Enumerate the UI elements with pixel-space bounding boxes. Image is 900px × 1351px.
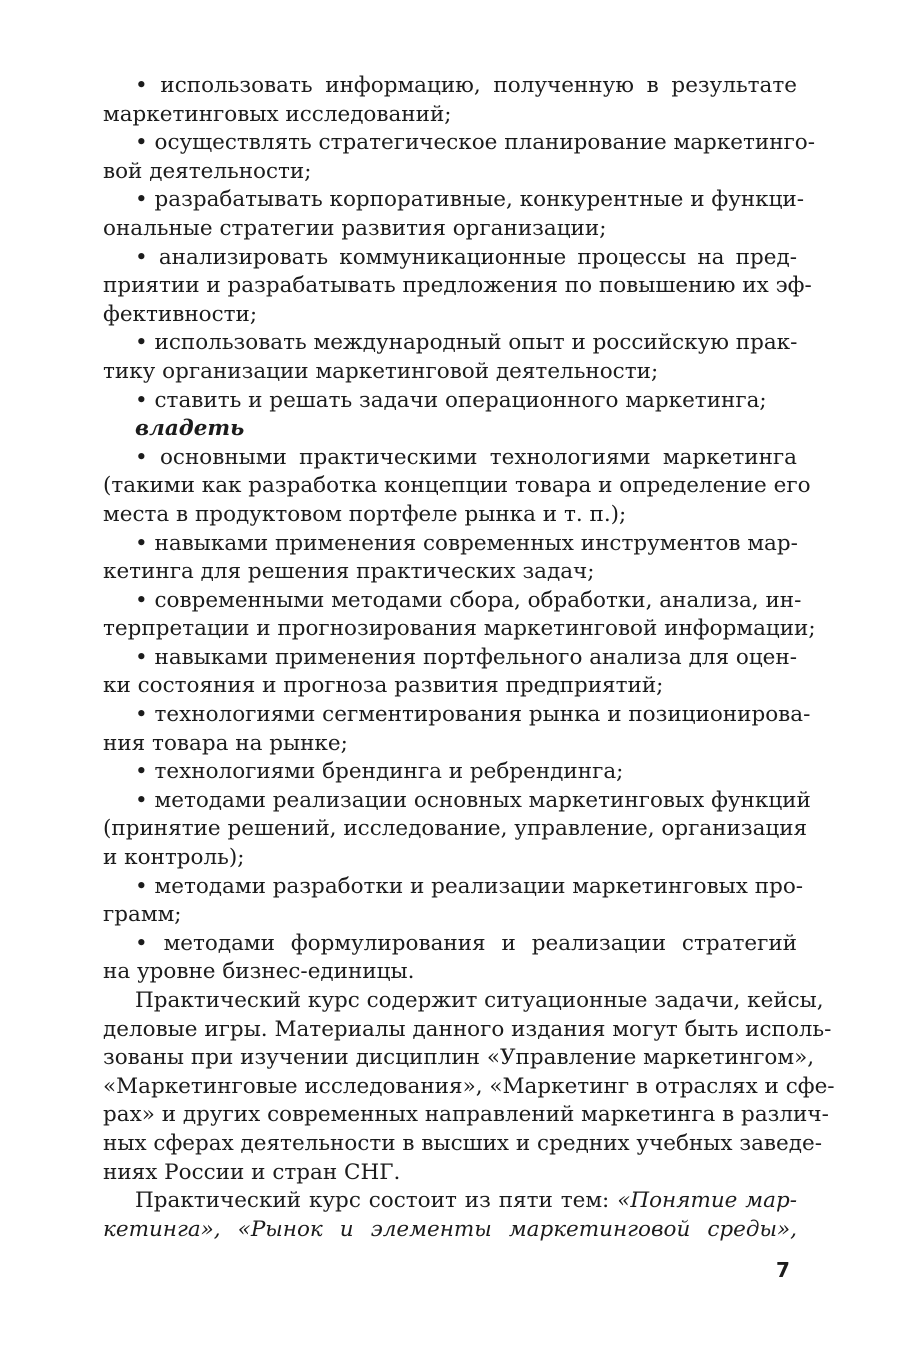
text-line	[103, 444, 797, 473]
text-line	[103, 958, 797, 987]
page-number: 7	[776, 1258, 790, 1282]
text-line	[103, 72, 797, 101]
text-line	[103, 101, 797, 130]
line-text: маркетинговых исследований;	[103, 101, 452, 127]
text-line	[103, 1101, 829, 1130]
line-text: ки состояния и прогноза развития предприятий;	[103, 673, 664, 699]
text-line	[103, 530, 797, 559]
italic-text: «Понятие мар-	[617, 1188, 797, 1214]
text-line	[103, 644, 797, 673]
text-line	[103, 730, 797, 759]
text-line	[103, 787, 811, 816]
line-text: места в продуктовом портфеле рынка и т. п.);	[103, 501, 627, 527]
text-line	[103, 215, 797, 244]
line-text: фективности;	[103, 301, 258, 327]
text-line	[103, 272, 812, 301]
text-line	[103, 844, 797, 873]
line-text: • методами формулирования и реализации стратегий	[135, 930, 797, 956]
line-text: • навыками применения современных инструментов мар-	[135, 530, 798, 556]
line-text: кетинга для решения практических задач;	[103, 559, 595, 585]
text-line	[103, 186, 805, 215]
text-line	[103, 558, 797, 587]
line-text: рах» и других современных направлений маркетинга в различ-	[103, 1102, 829, 1128]
line-text: деловые игры. Материалы данного издания могут быть исполь-	[103, 1016, 832, 1042]
line-text: • методами реализации основных маркетинговых функций	[135, 787, 811, 813]
line-text: владеть	[135, 416, 245, 442]
text-line	[103, 873, 804, 902]
text-line	[103, 1044, 815, 1073]
text-line	[103, 158, 797, 187]
text-line	[103, 129, 816, 158]
line-text: • методами разработки и реализации маркетинговых про-	[135, 873, 804, 899]
line-text: тику организации маркетинговой деятельности;	[103, 358, 659, 384]
text-line	[103, 1130, 822, 1159]
text-line	[103, 329, 797, 358]
line-text: • технологиями сегментирования рынка и позиционирова-	[135, 702, 811, 728]
line-text: Практический курс содержит ситуационные задачи, кейсы,	[135, 988, 824, 1013]
line-text: приятии и разрабатывать предложения по повышению их эф-	[103, 273, 812, 299]
line-text: ния товара на рынке;	[103, 730, 348, 756]
line-text: • современными методами сбора, обработки, анализа, ин-	[135, 587, 802, 613]
text-line	[103, 1159, 797, 1188]
line-text: терпретации и прогнозирования маркетинговой информации;	[103, 616, 816, 642]
line-text: • технологиями брендинга и ребрендинга;	[135, 759, 624, 785]
line-text: на уровне бизнес-единицы.	[103, 959, 415, 985]
line-text: • анализировать коммуникационные процессы на пред-	[135, 244, 797, 270]
line-text: ниях России и стран СНГ.	[103, 1159, 401, 1185]
line-text: (принятие решений, исследование, управление, организация	[103, 816, 808, 842]
text-line	[103, 501, 797, 530]
line-text: • использовать международный опыт и российскую прак-	[135, 330, 798, 356]
line-text: • ставить и решать задачи операционного маркетинга;	[135, 387, 767, 413]
text-line	[103, 1073, 835, 1102]
text-line	[103, 358, 797, 387]
line-text: • осуществлять стратегическое планирование маркетинго-	[135, 130, 816, 156]
text-line	[103, 987, 824, 1016]
text-line	[103, 901, 797, 930]
line-text: ных сферах деятельности в высших и средних учебных заведе-	[103, 1130, 822, 1156]
line-text: • использовать информацию, полученную в результате	[135, 73, 797, 98]
text-line	[103, 701, 811, 730]
text-line	[103, 1216, 797, 1245]
text-line	[103, 587, 802, 616]
line-text: грамм;	[103, 902, 182, 928]
text-line	[103, 244, 797, 273]
line-text: вой деятельности;	[103, 158, 312, 184]
text-line	[103, 758, 797, 787]
line-text: Практический курс состоит из пяти тем:	[135, 1188, 618, 1214]
text-line	[103, 672, 797, 701]
line-text: • навыками применения портфельного анализа для оцен-	[135, 644, 797, 670]
italic-text: кетинга», «Рынок и элементы маркетинговой среды»,	[103, 1216, 797, 1242]
section-heading	[103, 415, 797, 444]
line-text: зованы при изучении дисциплин «Управление маркетингом»,	[103, 1045, 815, 1071]
text-line	[103, 472, 811, 501]
line-text: и контроль);	[103, 845, 245, 871]
text-line	[103, 1016, 832, 1045]
line-text: «Маркетинговые исследования», «Маркетинг в отраслях и сфе-	[103, 1073, 835, 1099]
text-line	[103, 815, 808, 844]
line-text: • основными практическими технологиями маркетинга	[135, 444, 797, 470]
line-text: (такими как разработка концепции товара и определение его	[103, 473, 811, 499]
line-text: • разрабатывать корпоративные, конкурентные и функци-	[135, 187, 805, 213]
text-line	[103, 930, 797, 959]
line-text: ональные стратегии развития организации;	[103, 215, 607, 241]
text-line	[103, 387, 797, 416]
text-line	[103, 615, 816, 644]
text-line	[103, 301, 797, 330]
text-line	[103, 1187, 797, 1216]
page-body	[103, 72, 835, 1244]
